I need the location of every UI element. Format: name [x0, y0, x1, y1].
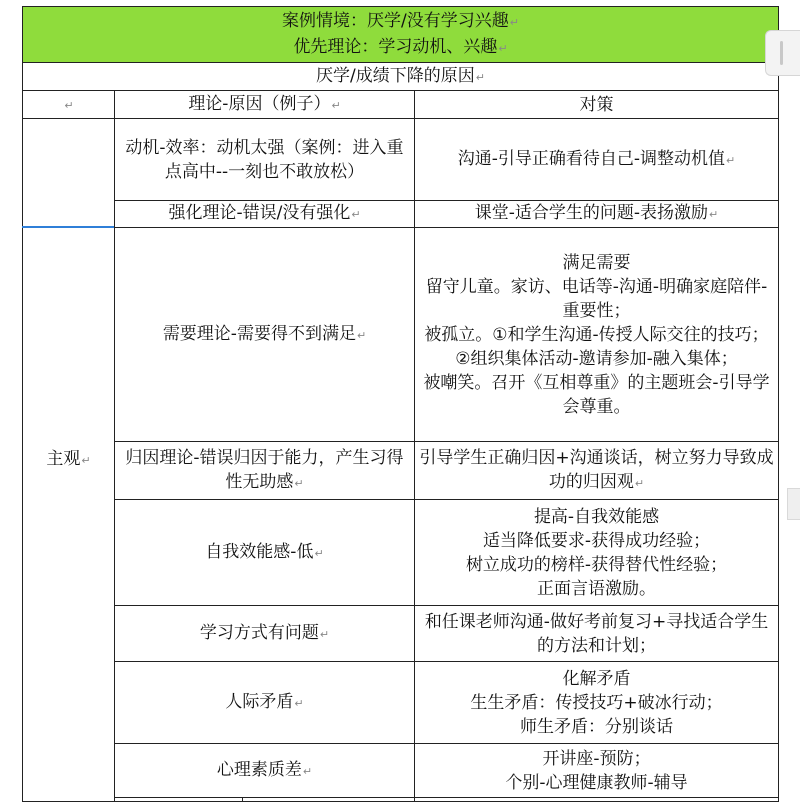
page-edge-handle[interactable]	[787, 488, 800, 520]
needs-line-2: 留守儿童。家访、电话等-沟通-明确家庭陪伴-重要性；	[425, 276, 768, 321]
efficacy-line-1: 提高-自我效能感	[533, 506, 660, 527]
cause-psychological: 心理素质差↵	[115, 744, 415, 798]
page-gutter	[0, 0, 22, 802]
strategy-learning-method: 和任课老师沟通-做好考前复习+寻找适合学生的方法和计划；	[415, 606, 779, 662]
column-header-blank: ↵	[23, 91, 115, 119]
conflict-line-1: 化解矛盾	[562, 668, 631, 689]
case-scenario-line: 案例情境：厌学/没有学习兴趣↵	[282, 10, 519, 31]
case-table	[22, 6, 779, 802]
cause-interpersonal: 人际矛盾↵	[115, 662, 415, 744]
strategy-psychological	[415, 744, 779, 798]
needs-line-3: 被孤立。①和学生沟通-传授人际交往的技巧；②组织集体活动-邀请参加-融入集体；	[424, 324, 769, 369]
cause-needs-theory: 需要理论-需要得不到满足↵	[115, 228, 415, 442]
reasons-title: 厌学/成绩下降的原因↵	[23, 63, 779, 91]
conflict-line-3: 师生矛盾：分别谈话	[520, 716, 673, 737]
column-header-theory: 理论-原因（例子）↵	[115, 91, 415, 119]
conflict-line-2: 生生矛盾：传授技巧+破冰行动；	[470, 692, 723, 713]
strategy-needs-theory	[415, 228, 779, 442]
scroll-handle[interactable]	[765, 30, 800, 76]
strategy-self-efficacy	[415, 500, 779, 606]
cause-self-efficacy: 自我效能感-低↵	[115, 500, 415, 606]
cursor-line	[22, 226, 114, 228]
table-tail-cell	[115, 798, 243, 802]
table-tail-cell	[415, 798, 779, 802]
strategy-attribution: 引导学生正确归因+沟通谈话，树立努力导致成功的归因观↵	[415, 442, 779, 500]
cause-motivation: 动机-效率：动机太强（案例：进入重点高中--一刻也不敢放松）	[115, 119, 415, 201]
cause-attribution: 归因理论-错误归因于能力，产生习得性无助感↵	[115, 442, 415, 500]
case-header-cell	[23, 7, 779, 63]
needs-line-4: 被嘲笑。召开《互相尊重》的主题班会-引导学会尊重。	[423, 372, 770, 417]
table-tail-cell	[243, 798, 415, 802]
strategy-reinforcement: 课堂-适合学生的问题-表扬激励↵	[415, 201, 779, 228]
efficacy-line-3: 树立成功的榜样-获得替代性经验；	[465, 554, 728, 575]
subjective-group-label: 主观↵	[23, 119, 115, 802]
needs-line-1: 满足需要	[562, 252, 631, 273]
column-header-strategy: 对策	[415, 91, 779, 119]
cause-learning-method: 学习方式有问题↵	[115, 606, 415, 662]
cause-reinforcement: 强化理论-错误/没有强化↵	[115, 201, 415, 228]
priority-theory-line: 优先理论：学习动机、兴趣↵	[293, 36, 508, 57]
strategy-interpersonal	[415, 662, 779, 744]
efficacy-line-4: 正面言语激励。	[537, 578, 656, 599]
efficacy-line-2: 适当降低要求-获得成功经验；	[482, 530, 711, 551]
psych-line-1: 开讲座-预防；	[542, 748, 651, 769]
strategy-motivation: 沟通-引导正确看待自己-调整动机值↵	[415, 119, 779, 201]
psych-line-2: 个别-心理健康教师-辅导	[505, 772, 688, 793]
